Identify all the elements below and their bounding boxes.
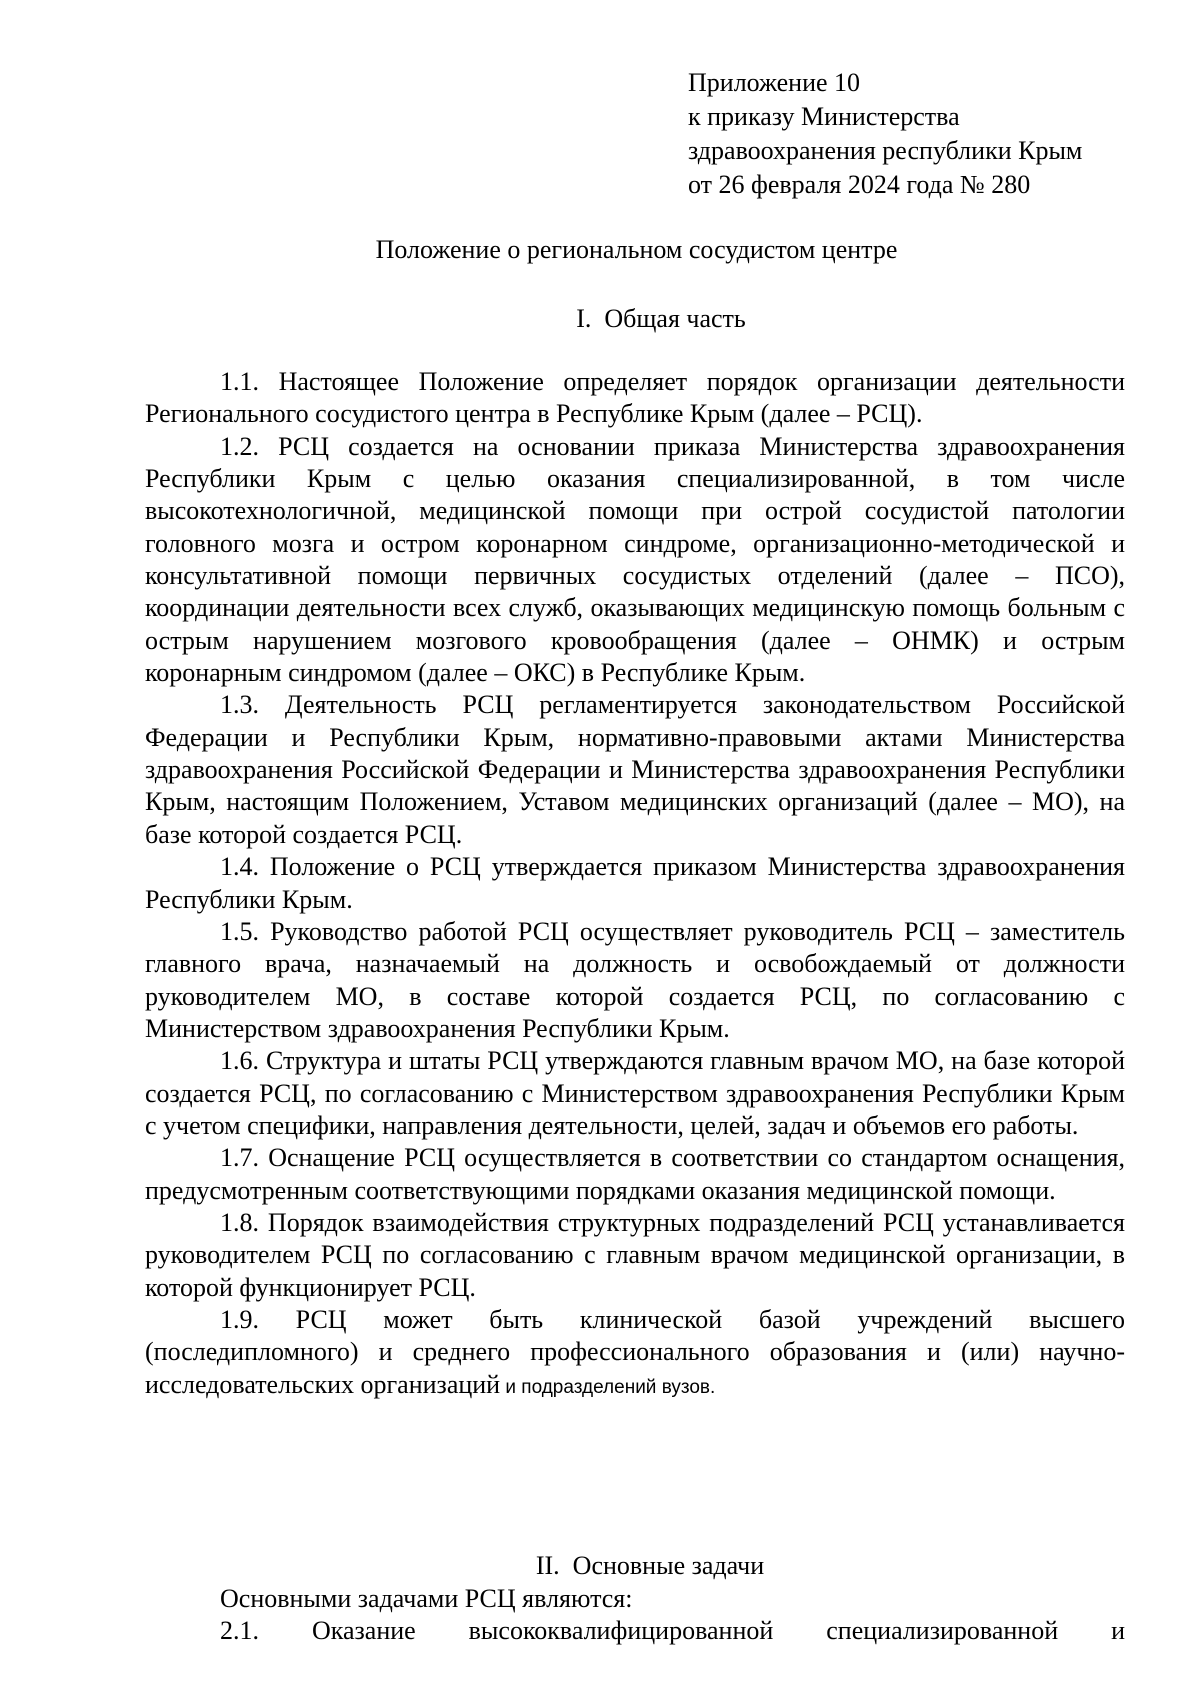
appendix-header	[688, 66, 1168, 202]
section-1-body	[145, 366, 1125, 1404]
paragraph-1-9-tail: и подразделений вузов.	[500, 1376, 716, 1398]
section-2-intro: Основными задачами РСЦ являются:	[220, 1584, 633, 1613]
paragraph-1-5: 1.5. Руководство работой РСЦ осуществляет руководитель РСЦ – заместитель главного врача, назначаемый на должность и освобождаемый от должности руководителем МО, в составе которой создается РСЦ, по согласованию с Министерством здравоохранения Республики Крым.	[145, 916, 1125, 1043]
appendix-number: Приложение 10	[688, 68, 861, 97]
paragraph-1-6: 1.6. Структура и штаты РСЦ утверждаются главным врачом МО, на базе которой создается РСЦ, по согласованию с Министерством здравоохранения Республики Крым с учетом специфики, направления деятельности, целей, задач и объемов его работы.	[145, 1046, 1125, 1140]
appendix-ministry: здравоохранения республики Крым	[688, 136, 1083, 165]
paragraph-1-9-main: 1.9. РСЦ может быть клинической базой учреждений высшего (последипломного) и среднего профессионального образования и (или) научно-исследовательских организаций	[145, 1304, 1125, 1399]
paragraph-2-1-text: 2.1. Оказание высококвалифицированной специализированной и	[220, 1616, 1125, 1645]
paragraph-1-7: 1.7. Оснащение РСЦ осуществляется в соответствии со стандартом оснащения, предусмотренным соответствующими порядками оказания медицинской помощи.	[145, 1143, 1125, 1205]
appendix-order-ref: к приказу Министерства	[688, 102, 960, 131]
paragraph-1-3: 1.3. Деятельность РСЦ регламентируется законодательством Российской Федерации и Республики Крым, нормативно-правовыми актами Министерства здравоохранения Российской Федерации и Министерства здравоохранения Республики Крым, настоящим Положением, Уставом медицинских организаций (далее – МО), на базе которой создается РСЦ.	[145, 690, 1125, 849]
paragraph-2-1	[145, 1615, 1125, 1647]
appendix-date: от 26 февраля 2024 года № 280	[688, 170, 1031, 199]
section-1-heading: I. Общая часть	[576, 304, 746, 333]
paragraph-1-9	[145, 1304, 1125, 1404]
paragraph-1-8: 1.8. Порядок взаимодействия структурных подразделений РСЦ устанавливается руководителем РСЦ по согласованию с главным врачом медицинской организации, в которой функционирует РСЦ.	[145, 1207, 1125, 1302]
paragraph-1-1: 1.1. Настоящее Положение определяет порядок организации деятельности Регионального сосудистого центра в Республике Крым (далее – РСЦ).	[145, 367, 1125, 429]
section-2-heading: II. Основные задачи	[535, 1551, 765, 1580]
document-title: Положение о региональном сосудистом центре	[375, 235, 898, 264]
paragraph-1-4: 1.4. Положение о РСЦ утверждается приказом Министерства здравоохранения Республики Крым.	[145, 852, 1125, 914]
paragraph-1-2: 1.2. РСЦ создается на основании приказа Министерства здравоохранения Республики Крым с целью оказания специализированной, в том числе высокотехнологичной, медицинской помощи при острой сосудистой патологии головного мозга и остром коронарном синдроме, организационно-методической и консультативной помощи первичных сосудистых отделений (далее – ПСО), координации деятельности всех служб, оказывающих медицинскую помощь больным с острым нарушением мозгового кровообращения (далее – ОНМК) и острым коронарным синдромом (далее – ОКС) в Республике Крым.	[145, 431, 1125, 688]
